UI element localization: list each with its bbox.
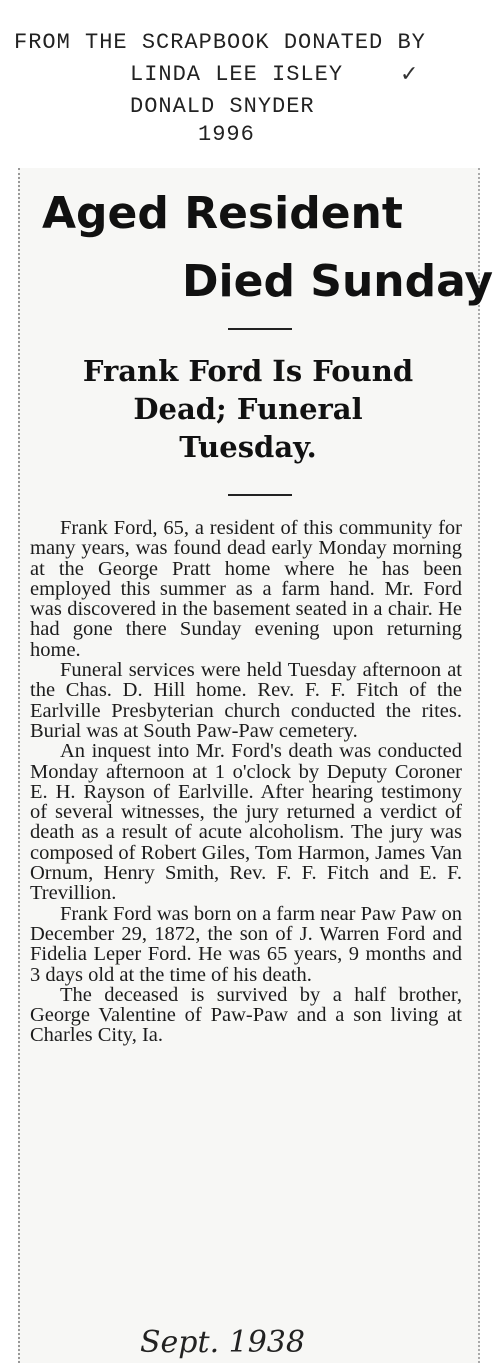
header-line-donated-by: FROM THE SCRAPBOOK DONATED BY (14, 30, 426, 55)
subhead-line-2: Dead; Funeral (133, 392, 363, 426)
header-line-donor-2: DONALD SNYDER (130, 94, 315, 119)
headline-line-1: Aged Resident (42, 188, 403, 239)
handwritten-date: Sept. 1938 (140, 1325, 305, 1360)
subhead-line-3: Tuesday. (179, 430, 317, 464)
paragraph-survivors: The deceased is survived by a half brother, George Valentine of Paw-Paw and a son living at Charles City, Ia. (30, 983, 462, 1047)
headline-line-2: Died Sunday (182, 256, 494, 307)
subhead-divider (228, 494, 292, 496)
header-line-year: 1996 (198, 122, 255, 147)
article-body (30, 518, 462, 1046)
headline-divider (228, 328, 292, 330)
subhead-line-1: Frank Ford Is Found (82, 354, 414, 388)
handwritten-check-icon: ✓ (400, 62, 419, 87)
paragraph-discovery: Frank Ford, 65, a resident of this community for many years, was found dead early Monday morning at the George Pratt home where he has been employed this summer as a farm hand. Mr. Ford was discovered in the basement seated in a chair. He had gone there Sunday evening upon returning home. (30, 517, 462, 661)
paragraph-inquest: An inquest into Mr. Ford's death was conducted Monday afternoon at 1 o'clock by Deputy Coroner E. H. Rayson of Earlville. After hearing testimony of several witnesses, the jury returned a verdict of death as a result of acute alcoholism. The jury was composed of Robert Giles, Tom Harmon, James Van Ornum, Henry Smith, Rev. F. F. Fitch and E. F. Trevillion. (30, 740, 462, 905)
paragraph-birth: Frank Ford was born on a farm near Paw Paw on December 29, 1872, the son of J. Warren Ford and Fidelia Leper Ford. He was 65 years, 9 months and 3 days old at the time of his death. (30, 902, 462, 986)
header-line-donor-1: LINDA LEE ISLEY (130, 62, 344, 87)
paragraph-funeral: Funeral services were held Tuesday afternoon at the Chas. D. Hill home. Rev. F. F. Fitch of the Earlville Presbyterian church conducted the rites. Burial was at South Paw-Paw cemetery. (30, 659, 462, 742)
